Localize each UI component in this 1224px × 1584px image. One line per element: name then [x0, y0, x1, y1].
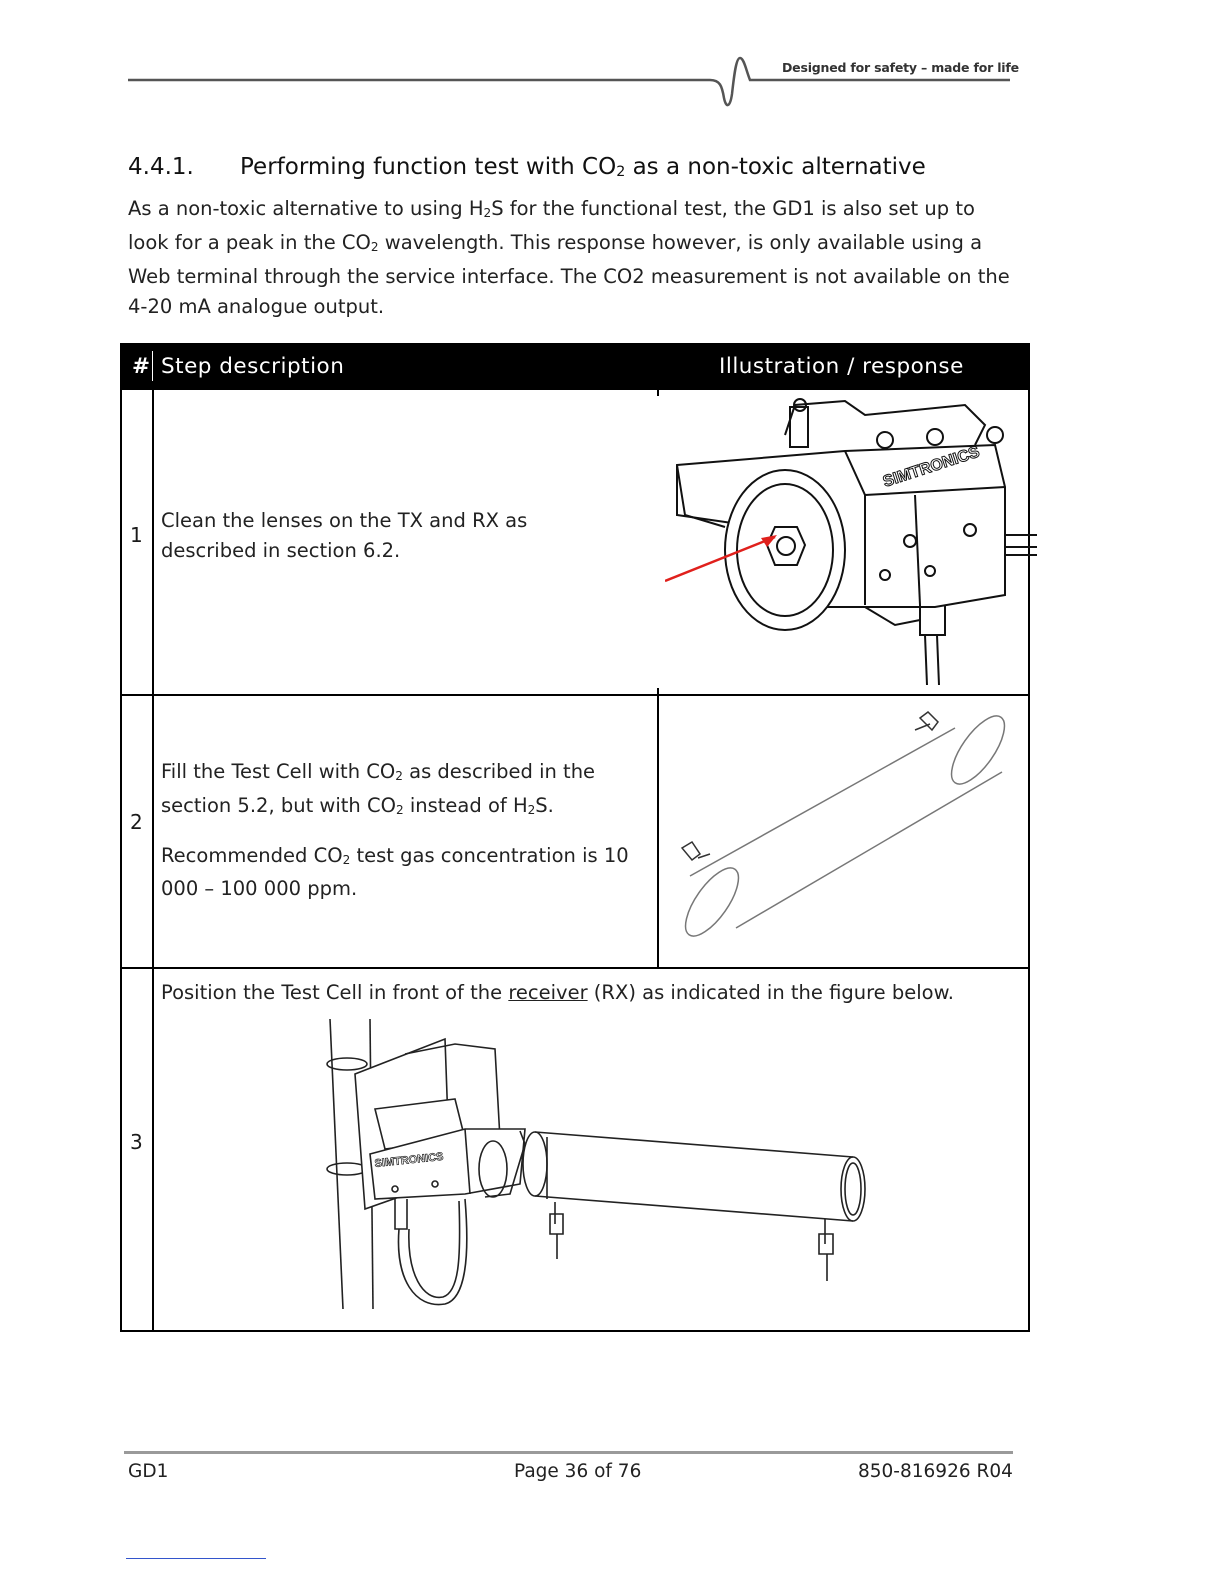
rx-with-test-cell-illustration	[325, 1019, 870, 1309]
step-number: 1	[130, 523, 143, 547]
step-3-text: Position the Test Cell in front of the receiver (RX) as indicated in the figure below.	[161, 981, 954, 1004]
footnote-separator	[126, 1558, 266, 1559]
header-tagline: Designed for safety – made for life	[782, 60, 1019, 75]
section-title: 4.4.1. Performing function test with $CO_2$ as a non-toxic alternative	[128, 154, 926, 181]
gd1-lens-illustration	[665, 395, 1037, 685]
header-number: #	[132, 354, 151, 379]
step-number: 2	[130, 810, 143, 834]
step-2-text: Fill the Test Cell with $CO_2$ as described in the section 5.2, but with $CO_2$ instead of $H_2S$. Recommended $CO_2$ test gas concentration is 10 000 – 100 000 ppm.	[161, 760, 629, 901]
footer-doc-name: GD1	[128, 1461, 169, 1482]
header-waveform-line	[128, 50, 1010, 110]
step-1-text: Clean the lenses on the TX and RX as described in section 6.2.	[161, 509, 528, 562]
receiver-term: receiver	[508, 981, 588, 1004]
step-number: 3	[130, 1130, 143, 1154]
section-number: 4.4.1.	[128, 154, 194, 180]
steps-table	[120, 343, 1030, 1332]
test-cell-illustration	[670, 708, 1025, 948]
intro-paragraph: As a non-toxic alternative to using $H_2S$ for the functional test, the GD1 is also set up to look for a peak in the $CO_2$ wavelength. This response however, is only available using a Web terminal through the service interface. The CO2 measurement is not available on the 4-20 mA analogue output.	[128, 197, 1010, 318]
header-illustration: Illustration / response	[719, 354, 964, 379]
brand-label: SIMTRONICS	[880, 443, 982, 491]
header-step-description: Step description	[161, 354, 345, 379]
footer-doc-code: 850-816926 R04	[858, 1461, 1013, 1482]
footer-page-number: Page 36 of 76	[514, 1461, 642, 1482]
table-header	[120, 343, 1030, 390]
footer-rule	[124, 1451, 1013, 1454]
brand-label: SIMTRONICS	[374, 1150, 444, 1170]
